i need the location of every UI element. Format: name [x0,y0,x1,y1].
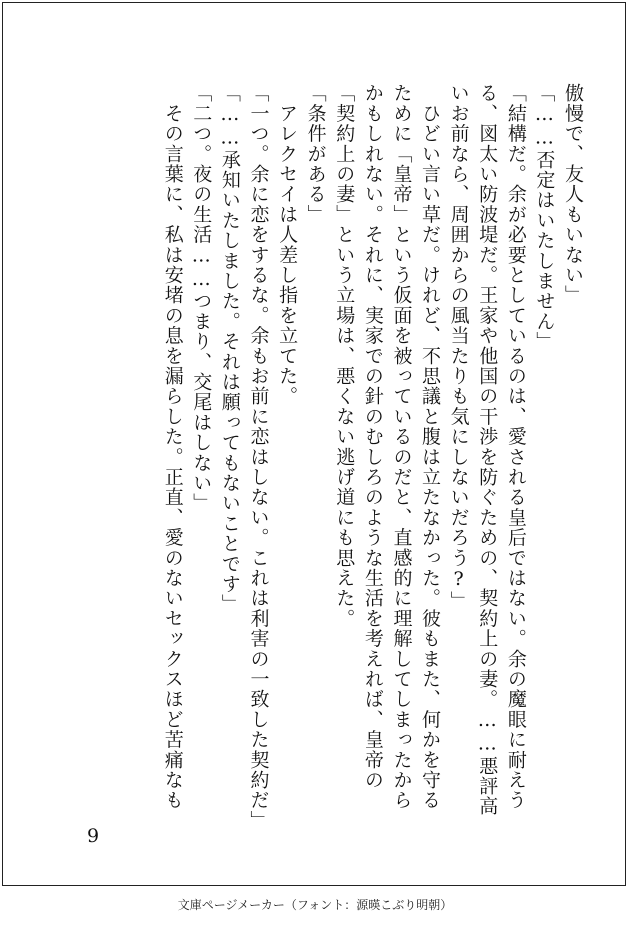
footer-credit: 文庫ページメーカー（フォント：源暎こぶり明朝） [177,898,453,912]
text-line-4: る、図太い防波堤だ。王家や他国の干渉を防ぐための、契約上の妻。……悪評高 [476,83,499,817]
text-line-15: その言葉に、私は安堵の息を漏らした。正直、愛のないセックスほど苦痛なも [161,83,184,811]
text-line-6: ひどい言い草だ。けれど、不思議と腹は立たなかった。彼もまた、何かを守る [419,83,442,811]
body-text [67,83,587,833]
text-line-1: 傲慢で、友人もいない」 [562,83,584,306]
text-line-12: 「一つ。余に恋をするな。余もお前に恋はしない。これは利害の一致した契約だ」 [247,83,270,831]
page-frame [2,2,626,886]
text-line-2: 「……否定はいたしません」 [533,83,556,352]
text-line-5: いお前なら、周囲からの風当たりも気にしないだろう?」 [447,83,470,612]
text-line-11: アレクセイは人差し指を立てた。 [276,83,299,407]
text-line-14: 「二つ。夜の生活……つまり、交尾はしない」 [190,83,213,514]
text-line-7: ために「皇帝」という仮面を被っているのだと、直感的に理解してしまったから [390,83,413,811]
text-line-3: 「結構だ。余が必要としているのは、愛される皇后ではない。余の魔眼に耐えう [504,83,527,811]
page-number: 9 [87,825,100,847]
text-line-10: 「条件がある」 [304,83,327,225]
text-line-13: 「……承知いたしました。それは願ってもないことです」 [218,83,241,615]
text-line-9: 「契約上の妻」という立場は、悪くない逃げ道にも思えた。 [333,83,356,629]
text-line-8: かもしれない。それに、実家での針のむしろのような生活を考えれば、皇帝の [361,83,384,790]
